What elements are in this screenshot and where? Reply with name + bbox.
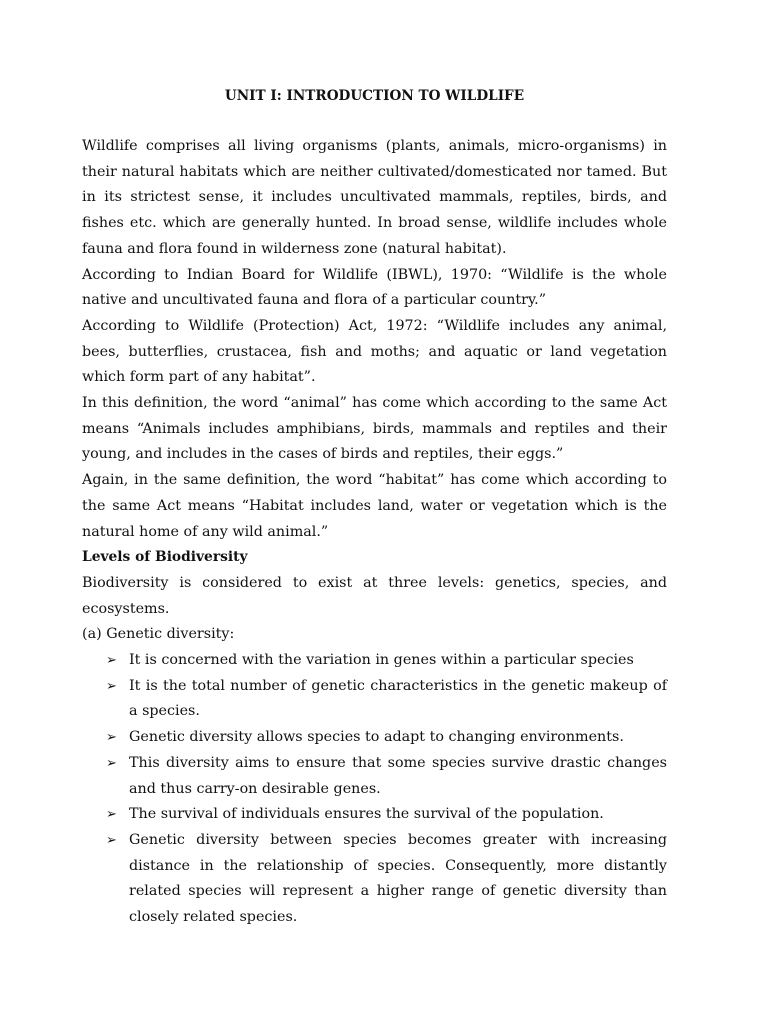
list-item-text: This diversity aims to ensure that some species survive drastic changes and thus carry-on desirable genes. xyxy=(129,754,667,797)
arrow-bullet-icon: ➢ xyxy=(106,730,117,746)
list-item-text: The survival of individuals ensures the survival of the population. xyxy=(129,806,604,823)
arrow-bullet-icon: ➢ xyxy=(106,653,117,669)
list-item-text: Genetic diversity allows species to adapt to changing environments. xyxy=(129,729,624,746)
list-item xyxy=(106,802,667,828)
arrow-bullet-icon: ➢ xyxy=(106,807,117,823)
subsection-label: (a) Genetic diversity: xyxy=(82,626,235,643)
list-item xyxy=(106,828,667,931)
arrow-bullet-icon: ➢ xyxy=(106,678,117,694)
section-heading: Levels of Biodiversity xyxy=(82,549,248,566)
page-title: UNIT I: INTRODUCTION TO WILDLIFE xyxy=(224,88,525,104)
list-item-text: Genetic diversity between species becomes greater with increasing distance in the relationship of species. Consequently, more distantly related species will represent a higher range of genetic diversity than closely related species. xyxy=(129,831,667,926)
genetic-diversity-list xyxy=(82,648,667,931)
paragraph-habitat-definition: Again, in the same definition, the word “habitat” has come which according to the same Act means “Habitat includes land, water or vegetation which is the natural home of any wild animal.” xyxy=(82,472,667,540)
paragraph-act-definition: According to Wildlife (Protection) Act, 1972: “Wildlife includes any animal, bees, butterflies, crustacea, fish and moths; and aquatic or land vegetation which form part of any habitat”. xyxy=(82,317,667,386)
list-item xyxy=(106,751,667,802)
paragraph-ibwl-definition: According to Indian Board for Wildlife (IBWL), 1970: “Wildlife is the whole native and uncultivated fauna and flora of a particular country.” xyxy=(82,266,667,309)
section-intro: Biodiversity is considered to exist at three levels: genetics, species, and ecosystems. xyxy=(82,574,667,617)
arrow-bullet-icon: ➢ xyxy=(106,755,117,771)
paragraph-wildlife-definition: Wildlife comprises all living organisms (plants, animals, micro-organisms) in their natural habitats which are neither cultivated/domesticated nor tamed. But in its strictest sense, it includes uncultivated mammals, reptiles, birds, and fishes etc. which are generally hunted. In broad sense, wildlife includes whole fauna and flora found in wilderness zone (natural habitat). xyxy=(82,138,667,257)
list-item xyxy=(106,648,667,674)
paragraph-animal-definition: In this definition, the word “animal” has come which according to the same Act means “Animals includes amphibians, birds, mammals and reptiles and their young, and includes in the cases of birds and reptiles, their eggs.” xyxy=(82,395,667,463)
arrow-bullet-icon: ➢ xyxy=(106,832,117,848)
list-item-text: It is concerned with the variation in genes within a particular species xyxy=(129,652,634,669)
list-item xyxy=(106,674,667,725)
list-item-text: It is the total number of genetic characteristics in the genetic makeup of a species. xyxy=(129,677,667,720)
list-item xyxy=(106,725,667,751)
